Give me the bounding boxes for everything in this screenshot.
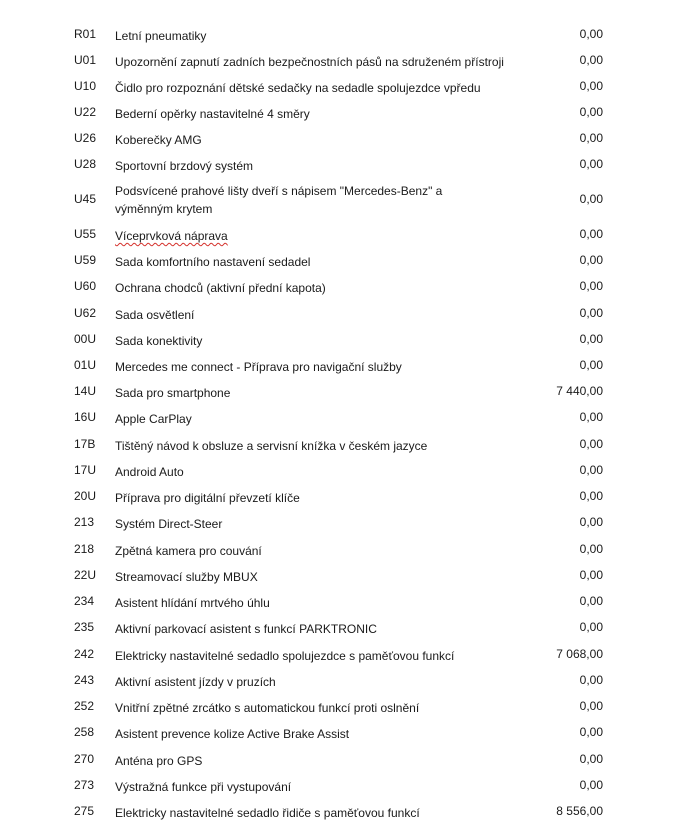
option-code: U60 xyxy=(74,279,97,293)
table-row xyxy=(0,124,678,150)
option-description: Sada konektivity xyxy=(115,334,203,348)
table-row xyxy=(0,613,678,639)
option-price: 0,00 xyxy=(579,620,603,634)
option-price: 0,00 xyxy=(579,699,603,713)
option-description: Podsvícené prahové lišty dveří s nápisem "Mercedes-Benz" a výměnným krytem xyxy=(115,184,443,216)
option-price: 0,00 xyxy=(579,279,603,293)
option-code: U59 xyxy=(74,253,97,267)
option-description: Apple CarPlay xyxy=(115,412,192,426)
option-price: 0,00 xyxy=(579,332,603,346)
table-row xyxy=(0,430,678,456)
option-price: 0,00 xyxy=(579,515,603,529)
option-description: Anténa pro GPS xyxy=(115,754,203,768)
table-row xyxy=(0,403,678,429)
option-description: Aktivní parkovací asistent s funkcí PARKTRONIC xyxy=(115,622,377,636)
option-price: 0,00 xyxy=(579,192,603,206)
table-row xyxy=(0,771,678,797)
option-description: Koberečky AMG xyxy=(115,133,202,147)
table-row xyxy=(0,535,678,561)
option-description: Elektricky nastavitelné sedadlo spolujezdce s paměťovou funkcí xyxy=(115,649,455,663)
option-code: U10 xyxy=(74,79,97,93)
option-description: Aktivní asistent jízdy v pruzích xyxy=(115,675,276,689)
option-code: 17B xyxy=(74,437,96,451)
table-row xyxy=(0,325,678,351)
option-description: Elektricky nastavitelné sedadlo řidiče s paměťovou funkcí xyxy=(115,806,420,820)
option-description: Sada pro smartphone xyxy=(115,386,231,400)
option-description: Systém Direct-Steer xyxy=(115,517,223,531)
option-code: R01 xyxy=(74,27,97,41)
option-price: 0,00 xyxy=(579,410,603,424)
option-description: Sportovní brzdový systém xyxy=(115,159,254,173)
option-code: 234 xyxy=(74,594,95,608)
option-price: 0,00 xyxy=(579,594,603,608)
option-price: 0,00 xyxy=(579,725,603,739)
option-code: 00U xyxy=(74,332,97,346)
option-code: 22U xyxy=(74,568,97,582)
option-description: Bederní opěrky nastavitelné 4 směry xyxy=(115,107,310,121)
table-row xyxy=(0,456,678,482)
table-row xyxy=(0,666,678,692)
table-row xyxy=(0,482,678,508)
option-price: 0,00 xyxy=(579,568,603,582)
table-row xyxy=(0,150,678,176)
option-description: Vnitřní zpětné zrcátko s automatickou funkcí proti oslnění xyxy=(115,701,420,715)
option-description: Sada osvětlení xyxy=(115,308,195,322)
option-code: 218 xyxy=(74,542,95,556)
option-code: 14U xyxy=(74,384,97,398)
table-row xyxy=(0,46,678,72)
option-code: U55 xyxy=(74,227,97,241)
option-price: 0,00 xyxy=(579,253,603,267)
table-row xyxy=(0,692,678,718)
option-code: U62 xyxy=(74,306,97,320)
option-code: 273 xyxy=(74,778,95,792)
option-code: 16U xyxy=(74,410,97,424)
option-code: 243 xyxy=(74,673,95,687)
option-code: 242 xyxy=(74,647,95,661)
option-description: Čidlo pro rozpoznání dětské sedačky na sedadle spolujezdce vpředu xyxy=(115,81,481,95)
table-row xyxy=(0,508,678,534)
table-row xyxy=(0,377,678,403)
option-code: 17U xyxy=(74,463,97,477)
option-price: 0,00 xyxy=(579,227,603,241)
option-code: 270 xyxy=(74,752,95,766)
option-description xyxy=(115,227,500,245)
option-description: Mercedes me connect - Příprava pro navigační služby xyxy=(115,360,402,374)
option-description: Asistent hlídání mrtvého úhlu xyxy=(115,596,270,610)
option-description: Ochrana chodců (aktivní přední kapota) xyxy=(115,281,326,295)
table-row xyxy=(0,246,678,272)
table-row xyxy=(0,561,678,587)
option-price: 0,00 xyxy=(579,752,603,766)
option-description: Zpětná kamera pro couvání xyxy=(115,544,262,558)
option-code: U26 xyxy=(74,131,97,145)
option-price: 0,00 xyxy=(579,463,603,477)
option-description: Asistent prevence kolize Active Brake Assist xyxy=(115,727,350,741)
table-row xyxy=(0,20,678,46)
option-description: Android Auto xyxy=(115,465,184,479)
option-code: 20U xyxy=(74,489,97,503)
option-price: 0,00 xyxy=(579,53,603,67)
option-price: 7 068,00 xyxy=(556,647,603,661)
option-description: Upozornění zapnutí zadních bezpečnostních pásů na sdruženém přístroji xyxy=(115,55,504,69)
table-row xyxy=(0,299,678,325)
option-price: 0,00 xyxy=(579,131,603,145)
option-code: U45 xyxy=(74,192,97,206)
table-row xyxy=(0,797,678,823)
table-row xyxy=(0,640,678,666)
table-row xyxy=(0,272,678,298)
table-row xyxy=(0,72,678,98)
option-description: Sada komfortního nastavení sedadel xyxy=(115,255,311,269)
option-code: 213 xyxy=(74,515,95,529)
spellcheck-word: Víceprvková náprava xyxy=(115,229,228,243)
table-row xyxy=(0,351,678,377)
option-price: 0,00 xyxy=(579,306,603,320)
option-description: Streamovací služby MBUX xyxy=(115,570,258,584)
option-code: 275 xyxy=(74,804,95,818)
option-code: 258 xyxy=(74,725,95,739)
option-code: U28 xyxy=(74,157,97,171)
option-description: Příprava pro digitální převzetí klíče xyxy=(115,491,300,505)
table-row xyxy=(0,745,678,771)
option-price: 0,00 xyxy=(579,542,603,556)
table-row xyxy=(0,587,678,613)
option-price: 8 556,00 xyxy=(556,804,603,818)
option-price: 0,00 xyxy=(579,358,603,372)
option-code: 235 xyxy=(74,620,95,634)
option-price: 0,00 xyxy=(579,27,603,41)
option-code: 01U xyxy=(74,358,97,372)
option-price: 0,00 xyxy=(579,778,603,792)
option-price: 0,00 xyxy=(579,489,603,503)
option-description: Tištěný návod k obsluze a servisní knížka v českém jazyce xyxy=(115,439,428,453)
table-row xyxy=(0,718,678,744)
option-price: 0,00 xyxy=(579,79,603,93)
table-row xyxy=(0,98,678,124)
table-row xyxy=(0,184,678,216)
table-row xyxy=(0,220,678,246)
option-price: 0,00 xyxy=(579,673,603,687)
option-price: 7 440,00 xyxy=(556,384,603,398)
option-price: 0,00 xyxy=(579,437,603,451)
option-price: 0,00 xyxy=(579,157,603,171)
option-description: Výstražná funkce při vystupování xyxy=(115,780,292,794)
option-code: U01 xyxy=(74,53,97,67)
option-description: Letní pneumatiky xyxy=(115,29,207,43)
option-code: 252 xyxy=(74,699,95,713)
option-code: U22 xyxy=(74,105,97,119)
option-price: 0,00 xyxy=(579,105,603,119)
